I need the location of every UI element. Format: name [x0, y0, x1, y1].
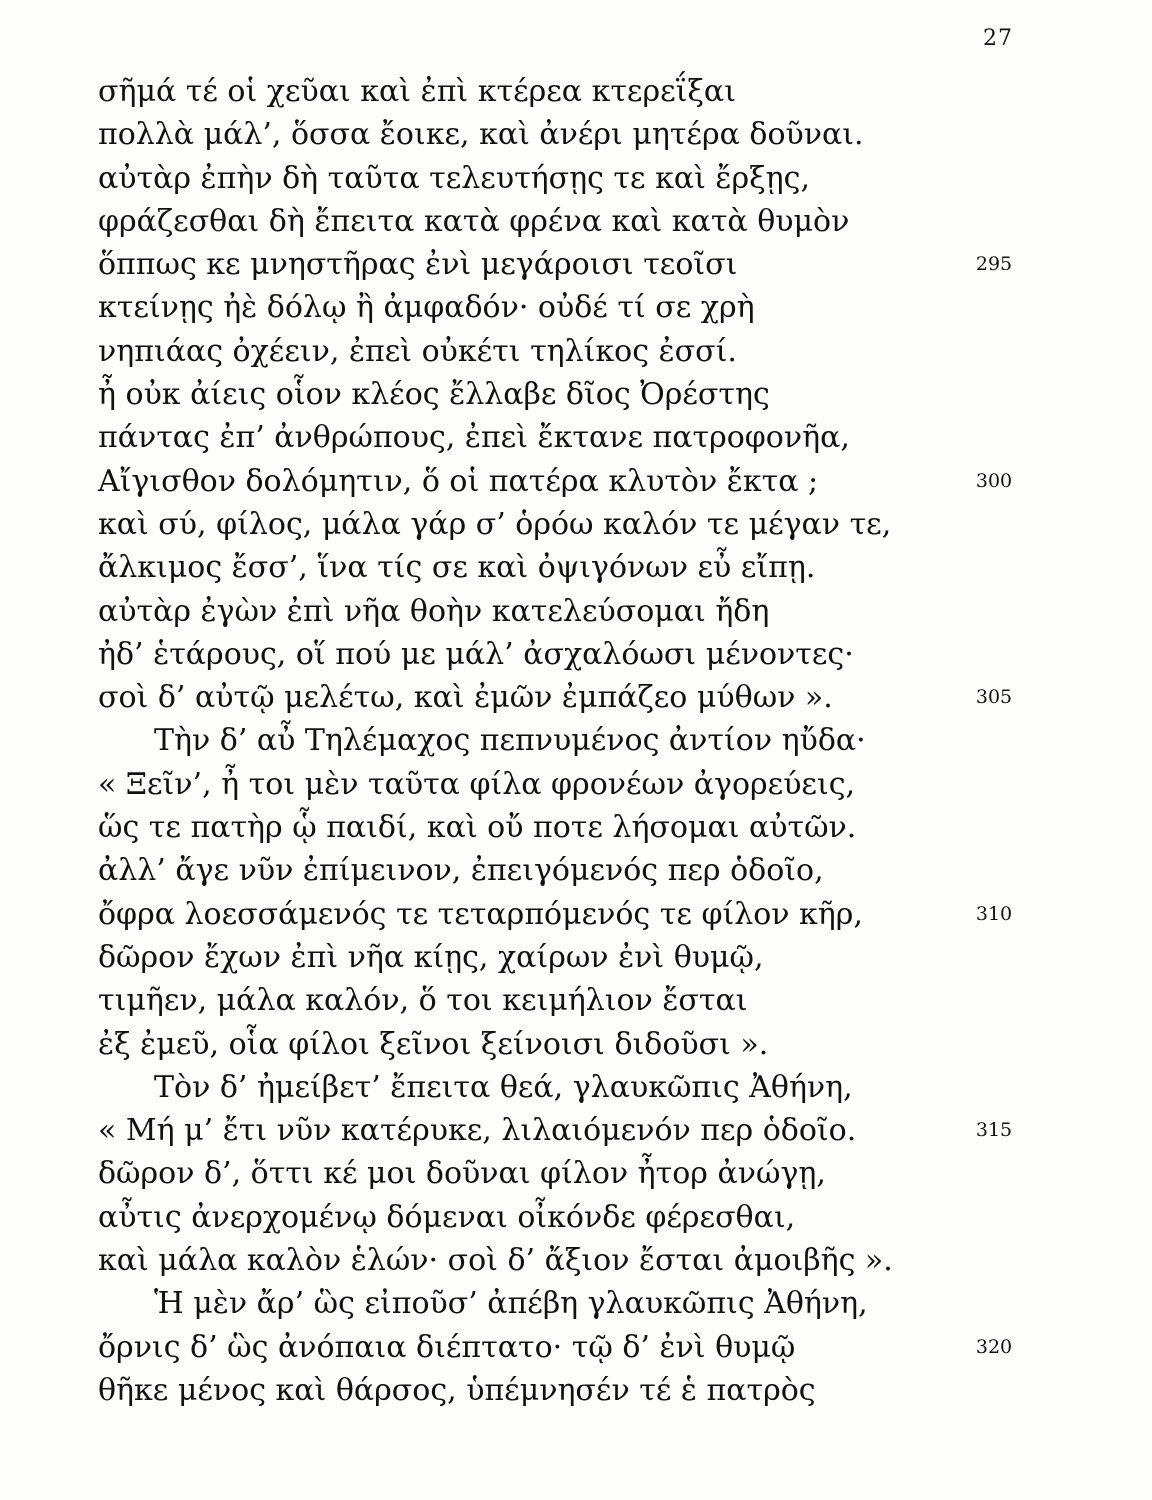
verse-line — [98, 503, 938, 546]
verse-line — [98, 1326, 1013, 1369]
verse-line — [98, 1282, 938, 1325]
verse-line-text: θῆκε μένος καὶ θάρσος, ὑπέμνησέν τέ ἑ πατρὸς — [98, 1372, 816, 1408]
verse-line — [98, 1066, 938, 1109]
verse-line-text: αὐτὰρ ἐγὼν ἐπὶ νῆα θοὴν κατελεύσομαι ἤδη — [98, 593, 770, 629]
verse-line-text: Ἡ μὲν ἄρ’ ὣς εἰποῦσ’ ἀπέβη γλαυκῶπις Ἀθήνη, — [154, 1286, 868, 1322]
verse-line — [98, 460, 1013, 503]
verse-line — [98, 200, 938, 243]
verse-line-text: κτείνῃς ἠὲ δόλῳ ἢ ἀμφαδόν· οὐδέ τί σε χρὴ — [98, 290, 755, 326]
verse-line — [98, 70, 938, 113]
verse-line — [98, 546, 938, 589]
verse-line — [98, 330, 938, 373]
verse-line-text: ἦ οὐκ ἀίεις οἷον κλέος ἔλλαβε δῖος Ὀρέστης — [98, 377, 770, 413]
verse-line-text: ἄλκιμος ἔσσ’, ἵνα τίς σε καὶ ὀψιγόνων εὖ εἴπῃ. — [98, 550, 816, 586]
verse-line-text: καὶ μάλα καλὸν ἑλών· σοὶ δ’ ἄξιον ἔσται ἀμοιβῆς ». — [98, 1243, 893, 1279]
verse-line — [98, 286, 938, 329]
verse-line — [98, 1023, 938, 1066]
verse-line — [98, 113, 938, 156]
verse-line — [98, 373, 938, 416]
verse-line-text: φράζεσθαι δὴ ἔπειτα κατὰ φρένα καὶ κατὰ θυμὸν — [98, 203, 850, 239]
verse-line-text: νηπιάας ὀχέειν, ἐπεὶ οὐκέτι τηλίκος ἐσσί. — [98, 333, 737, 369]
verse-line-text: « Ξεῖν’, ἦ τοι μὲν ταῦτα φίλα φρονέων ἀγορεύεις, — [98, 766, 856, 802]
line-number: 295 — [975, 253, 1013, 276]
verse-line-text: αὖτις ἀνερχομένῳ δόμεναι οἶκόνδε φέρεσθαι, — [98, 1199, 796, 1235]
line-number: 310 — [975, 902, 1013, 925]
line-number: 320 — [975, 1335, 1013, 1358]
verse-line — [98, 416, 938, 459]
verse-line — [98, 763, 938, 806]
verse-line — [98, 590, 938, 633]
verse-line — [98, 1196, 938, 1239]
verse-line — [98, 1109, 1013, 1152]
verse-line-text: ὅππως κε μνηστῆρας ἐνὶ μεγάροισι τεοῖσι — [98, 247, 738, 283]
verse-line-text: δῶρον δ’, ὅττι κέ μοι δοῦναι φίλον ἦτορ ἀνώγῃ, — [98, 1156, 826, 1192]
verse-line-text: πολλὰ μάλ’, ὅσσα ἔοικε, καὶ ἀνέρι μητέρα δοῦναι. — [98, 117, 864, 153]
verse-line — [98, 893, 1013, 936]
verse-line — [98, 1239, 938, 1282]
verse-line-text: αὐτὰρ ἐπὴν δὴ ταῦτα τελευτήσῃς τε καὶ ἔρξῃς, — [98, 160, 810, 196]
verse-line — [98, 719, 938, 762]
verse-line-text: σῆμά τέ οἱ χεῦαι καὶ ἐπὶ κτέρεα κτερεΐξαι — [98, 74, 736, 109]
verse-line — [98, 806, 938, 849]
verse-line-text: Αἴγισθον δολόμητιν, ὅ οἱ πατέρα κλυτὸν ἔκτα ; — [98, 463, 819, 499]
greek-verse-text — [98, 70, 1013, 1412]
verse-line — [98, 849, 938, 892]
verse-line-text: δῶρον ἔχων ἐπὶ νῆα κίῃς, χαίρων ἐνὶ θυμῷ, — [98, 939, 764, 975]
verse-line-text: ὄρνις δ’ ὣς ἀνόπαια διέπτατο· τῷ δ’ ἐνὶ θυμῷ — [98, 1329, 796, 1365]
verse-line — [98, 243, 1013, 286]
verse-line — [98, 1152, 938, 1195]
verse-line-text: ἠδ’ ἑτάρους, οἵ πού με μάλ’ ἀσχαλόωσι μένοντες· — [98, 636, 854, 672]
verse-line-text: ἐξ ἐμεῦ, οἷα φίλοι ξεῖνοι ξείνοισι διδοῦσι ». — [98, 1026, 769, 1062]
verse-line-text: « Μή μ’ ἔτι νῦν κατέρυκε, λιλαιόμενόν περ ὁδοῖο. — [98, 1113, 857, 1149]
line-number: 315 — [975, 1119, 1013, 1142]
verse-line — [98, 676, 1013, 719]
line-number: 300 — [975, 469, 1013, 492]
verse-line — [98, 1369, 938, 1412]
verse-line — [98, 633, 938, 676]
verse-line-text: καὶ σύ, φίλος, μάλα γάρ σ’ ὁρόω καλόν τε μέγαν τε, — [98, 506, 892, 542]
verse-line — [98, 979, 938, 1022]
verse-line-text: Τὸν δ’ ἠμείβετ’ ἔπειτα θεά, γλαυκῶπις Ἀθήνη, — [154, 1069, 853, 1105]
verse-line-text: ὥς τε πατὴρ ᾧ παιδί, καὶ οὔ ποτε λήσομαι αὐτῶν. — [98, 810, 857, 846]
verse-line-text: πάντας ἐπ’ ἀνθρώπους, ἐπεὶ ἔκτανε πατροφονῆα, — [98, 420, 850, 456]
verse-line-text: ἀλλ’ ἄγε νῦν ἐπίμεινον, ἐπειγόμενός περ ὁδοῖο, — [98, 853, 824, 889]
page-number: 27 — [983, 26, 1013, 51]
verse-line — [98, 157, 938, 200]
verse-line-text: Τὴν δ’ αὖ Τηλέμαχος πεπνυμένος ἀντίον ηὔδα· — [154, 723, 866, 759]
verse-line-text: σοὶ δ’ αὐτῷ μελέτω, καὶ ἐμῶν ἐμπάζεο μύθων ». — [98, 680, 833, 716]
verse-line-text: τιμῆεν, μάλα καλόν, ὅ τοι κειμήλιον ἔσται — [98, 983, 748, 1019]
line-number: 305 — [975, 686, 1013, 709]
verse-line — [98, 936, 938, 979]
verse-line-text: ὄφρα λοεσσάμενός τε τεταρπόμενός τε φίλον κῆρ, — [98, 896, 863, 932]
